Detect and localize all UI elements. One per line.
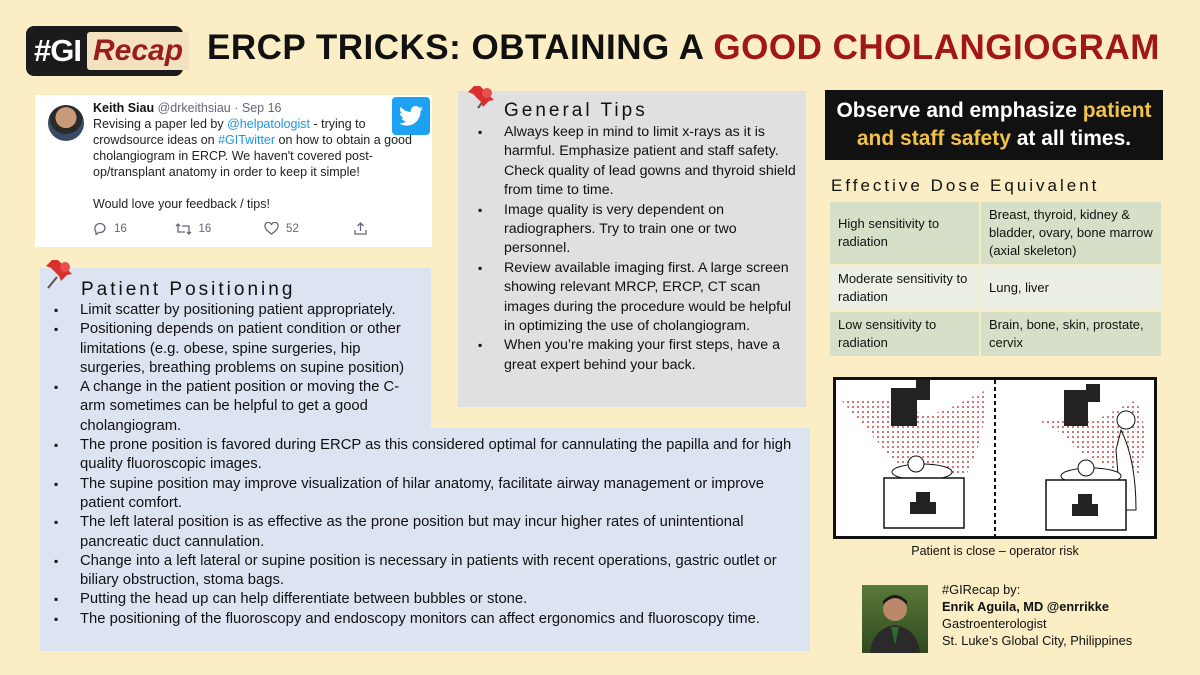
reply-icon <box>93 222 107 235</box>
retweet-count: 16 <box>198 222 212 235</box>
list-item: ▪ The prone position is favored during ERCP as this considered optimal for cannulating the papilla and for high quality fluoroscopic images. <box>52 436 804 475</box>
patient-positioning-list <box>52 301 804 629</box>
list-item: ▪ Limit scatter by positioning patient appropriately. <box>52 301 424 320</box>
heart-icon <box>264 222 279 235</box>
list-item: ▪ When you’re making your first steps, have a great expert behind your back. <box>476 336 802 375</box>
safety-text-2: at all times. <box>1010 127 1132 150</box>
list-item: ▪ A change in the patient position or moving the C-arm sometimes can be helpful to get a good cholangiogram. <box>52 378 424 436</box>
gi-recap-logo <box>26 26 183 76</box>
tweet-handle: @drkeithsiau · Sep 16 <box>157 101 282 115</box>
logo-hash-text: #GI <box>34 33 81 68</box>
list-item: ▪ Positioning depends on patient condition or other limitations (e.g. obese, spine surgeries, hip surgeries, breathing problems on supine position) <box>52 320 424 378</box>
tweet-header <box>93 101 281 115</box>
organs-cell: Brain, bone, skin, prostate, cervix <box>980 311 1162 357</box>
safety-text-1: Observe and emphasize <box>836 99 1083 122</box>
list-item: ▪ Putting the head up can help differentiate between bubbles or stone. <box>52 590 804 609</box>
table-row <box>829 201 1162 265</box>
pushpin-icon <box>44 254 80 295</box>
tweet-hashtag-link[interactable]: #GITwitter <box>218 133 276 147</box>
like-button[interactable] <box>264 222 334 235</box>
retweet-button[interactable] <box>175 222 245 235</box>
title-part-1: ERCP TRICKS: OBTAINING A <box>207 28 714 67</box>
organs-cell: Breast, thyroid, kidney & bladder, ovary, bone marrow (axial skeleton) <box>980 201 1162 265</box>
patient-positioning-title: Patient Positioning <box>81 279 296 300</box>
list-item: ▪ Change into a left lateral or supine position is necessary in patients with recent operations, gastric outlet or biliary obstruction, stoma bags. <box>52 552 804 591</box>
page-title <box>207 28 1160 68</box>
sensitivity-level-cell: Low sensitivity to radiation <box>829 311 980 357</box>
operator-risk-illustration <box>833 377 1157 539</box>
safety-banner <box>825 90 1163 160</box>
avatar <box>48 105 84 141</box>
organs-cell: Lung, liver <box>980 265 1162 311</box>
tweet-mention-link[interactable]: @helpatologist <box>227 117 310 131</box>
list-item: ▪ Review available imaging first. A large screen showing relevant MRCP, ERCP, CT scan images during the procedure would be helpful in optimizing the use of cholangiogram. <box>476 259 802 337</box>
like-count: 52 <box>286 222 299 235</box>
list-item: ▪ Always keep in mind to limit x-rays as it is harmful. Emphasize patient and staff safety. Check quality of lead gowns and thyroid shield from time to time. <box>476 123 802 201</box>
list-item: ▪ Image quality is very dependent on radiographers. Try to train one or two personnel. <box>476 201 802 259</box>
sensitivity-level-cell: Moderate sensitivity to radiation <box>829 265 980 311</box>
tweet-body <box>93 116 428 212</box>
author-place: St. Luke’s Global City, Philippines <box>942 633 1133 648</box>
illustration-caption: Patient is close – operator risk <box>911 544 1079 558</box>
tweet-author-name: Keith Siau <box>93 101 155 115</box>
pushpin-icon <box>464 80 500 121</box>
author-credit <box>942 581 1132 649</box>
author-role: Gastroenterologist <box>942 616 1047 631</box>
reply-button[interactable] <box>93 222 163 235</box>
author-name: Enrik Aguila, MD @enrrikke <box>942 599 1110 614</box>
list-item: ▪ The left lateral position is as effective as the prone position but may incur higher rates of unintentional pancreatic duct cannulation. <box>52 513 804 552</box>
list-item: ▪ The supine position may improve visualization of hilar anatomy, facilitate airway management or improve patient comfort. <box>52 475 804 514</box>
tweet-text-1: Revising a paper led by <box>93 117 228 131</box>
table-row <box>829 311 1162 357</box>
title-part-2: GOOD CHOLANGIOGRAM <box>713 28 1160 67</box>
tweet-card <box>35 95 432 247</box>
tweet-text-4: Would love your feedback / tips! <box>93 197 270 211</box>
dose-table <box>828 200 1163 358</box>
list-item: ▪ The positioning of the fluoroscopy and endoscopy monitors can affect ergonomics and fluoroscopy time. <box>52 610 804 629</box>
tweet-text-3: on how to obtain a good cholangiogram in ERCP. We haven't covered post-op/transplant anatomy in order to keep it simple! <box>93 133 412 179</box>
retweet-icon <box>175 223 192 235</box>
share-icon <box>354 222 367 235</box>
author-photo <box>862 585 928 653</box>
reply-count: 16 <box>114 222 127 235</box>
sensitivity-level-cell: High sensitivity to radiation <box>829 201 980 265</box>
tweet-text-2: - trying to crowdsource ideas on <box>93 117 366 147</box>
general-tips-title: General Tips <box>504 100 648 121</box>
author-by: #GIRecap by: <box>942 582 1021 597</box>
table-row <box>829 265 1162 311</box>
share-button[interactable] <box>354 222 424 235</box>
logo-recap-text: Recap <box>87 32 189 70</box>
dose-table-title: Effective Dose Equivalent <box>831 176 1100 195</box>
safety-highlight: patient and staff safety <box>856 99 1152 150</box>
tweet-actions <box>93 222 423 235</box>
